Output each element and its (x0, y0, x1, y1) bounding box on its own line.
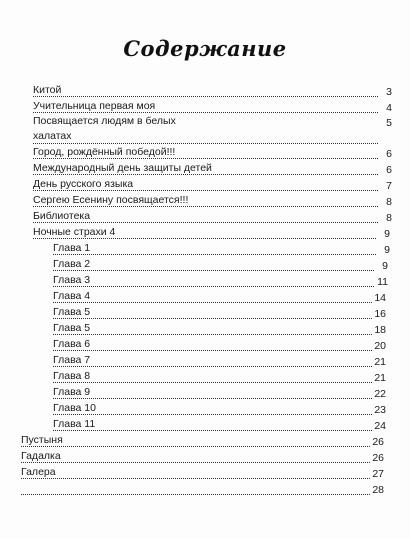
dot-leader (53, 382, 372, 383)
toc-entry-label: Глава 4 (53, 290, 91, 302)
toc-entry-label: Глава 10 (53, 402, 96, 414)
toc-entry-label: День русского языка (33, 178, 134, 190)
dot-leader (53, 270, 374, 271)
toc-entry (21, 449, 384, 465)
toc-entry-page: 3 (386, 86, 392, 98)
toc-entry-page: 9 (382, 260, 388, 272)
toc-entry-label: Глава 3 (53, 274, 91, 286)
toc-entry-label: Глава 1 (53, 242, 91, 254)
toc-entry (53, 369, 386, 385)
toc-entry-page: 9 (384, 228, 390, 240)
toc-entry-label: Глава 6 (53, 338, 91, 350)
toc-entry-page: 26 (372, 436, 384, 448)
toc-entry (53, 241, 390, 257)
toc-entry (21, 465, 384, 481)
toc-entry (53, 305, 386, 321)
toc-entry (33, 209, 392, 225)
toc-entry (33, 83, 392, 99)
toc-entry-label: Пустыня (21, 434, 63, 446)
toc-entry-page: 18 (374, 324, 386, 336)
toc-entry-page: 5 (386, 117, 392, 129)
toc-entry-label: Посвящается людям в белых халатах (33, 115, 176, 142)
toc-entry (33, 114, 392, 146)
toc-entry-page: 8 (386, 212, 392, 224)
toc-entry (33, 177, 392, 193)
toc-entry-label: Глава 7 (53, 354, 91, 366)
toc-entry-label: Сергею Есенину посвящается!!! (33, 194, 189, 206)
page-title: Содержание (123, 36, 287, 61)
toc-entry-label: Библиотека (33, 210, 91, 222)
toc-entry-page: 11 (377, 276, 388, 288)
dot-leader (53, 334, 372, 335)
toc-entry-label: Гадалка (21, 450, 61, 462)
toc-entry-label: Глава 8 (53, 370, 91, 382)
dot-leader (21, 494, 370, 495)
toc-entry (33, 193, 392, 209)
toc-entry-label: Международный день защиты детей (33, 162, 212, 174)
toc-entry-page: 22 (374, 388, 386, 400)
toc-entry-page: 21 (374, 356, 386, 368)
dot-leader (21, 446, 370, 447)
dot-leader (21, 462, 370, 463)
toc-entry-label: Глава 2 (53, 258, 91, 270)
dot-leader (33, 96, 378, 97)
dot-leader (53, 430, 372, 431)
toc-entry-page: 28 (372, 484, 384, 496)
toc-entry-page: 23 (374, 404, 386, 416)
toc-entry (33, 145, 392, 161)
toc-entry-label: Галера (21, 466, 56, 478)
toc-entry (53, 385, 386, 401)
toc-entry-label: Учительница первая моя (33, 100, 156, 112)
dot-leader (53, 318, 372, 319)
toc-entry (33, 225, 390, 241)
toc-entry (33, 99, 392, 115)
toc-entry (53, 321, 386, 337)
toc-entry (53, 257, 388, 273)
toc-entry-page: 24 (374, 420, 386, 432)
toc-entry-page: 26 (372, 452, 384, 464)
dot-leader (53, 350, 372, 351)
toc-entry-label: Ночные страхи 4 (33, 226, 116, 238)
toc-entry-label: Глава 5 (53, 322, 91, 334)
dot-leader (53, 366, 372, 367)
dot-leader (53, 302, 372, 303)
dot-leader (53, 286, 374, 287)
toc-entry-page: 7 (386, 180, 392, 192)
toc-entry-page: 14 (374, 292, 386, 304)
toc-entry-page: 6 (386, 164, 392, 176)
toc-entry-page: 20 (374, 340, 386, 352)
dot-leader (21, 478, 370, 479)
toc-entry-page: 6 (386, 148, 392, 160)
toc-entry (53, 337, 386, 353)
toc-entry (21, 481, 384, 497)
toc-entry (53, 417, 386, 433)
toc-entry-page: 4 (386, 102, 392, 114)
toc-entry-label: Глава 5 (53, 306, 91, 318)
toc-entry-page: 16 (374, 308, 386, 320)
toc-entry-label: Глава 9 (53, 386, 91, 398)
toc-entry-label: Город, рождённый победой!!! (33, 146, 176, 158)
toc-entry (21, 433, 384, 449)
toc-entry (53, 273, 388, 289)
toc-entry (53, 289, 386, 305)
toc-entry-label: Китой (33, 84, 62, 96)
toc-entry-page: 9 (384, 244, 390, 256)
dot-leader (53, 414, 372, 415)
dot-leader (53, 254, 376, 255)
toc-entry-page: 21 (374, 372, 386, 384)
toc-entry-page: 8 (386, 196, 392, 208)
toc-entry (53, 353, 386, 369)
toc-entry-page: 27 (372, 468, 384, 480)
toc-entry (53, 401, 386, 417)
toc-entry (33, 161, 392, 177)
dot-leader (53, 398, 372, 399)
toc-entry-label: Глава 11 (53, 418, 96, 430)
